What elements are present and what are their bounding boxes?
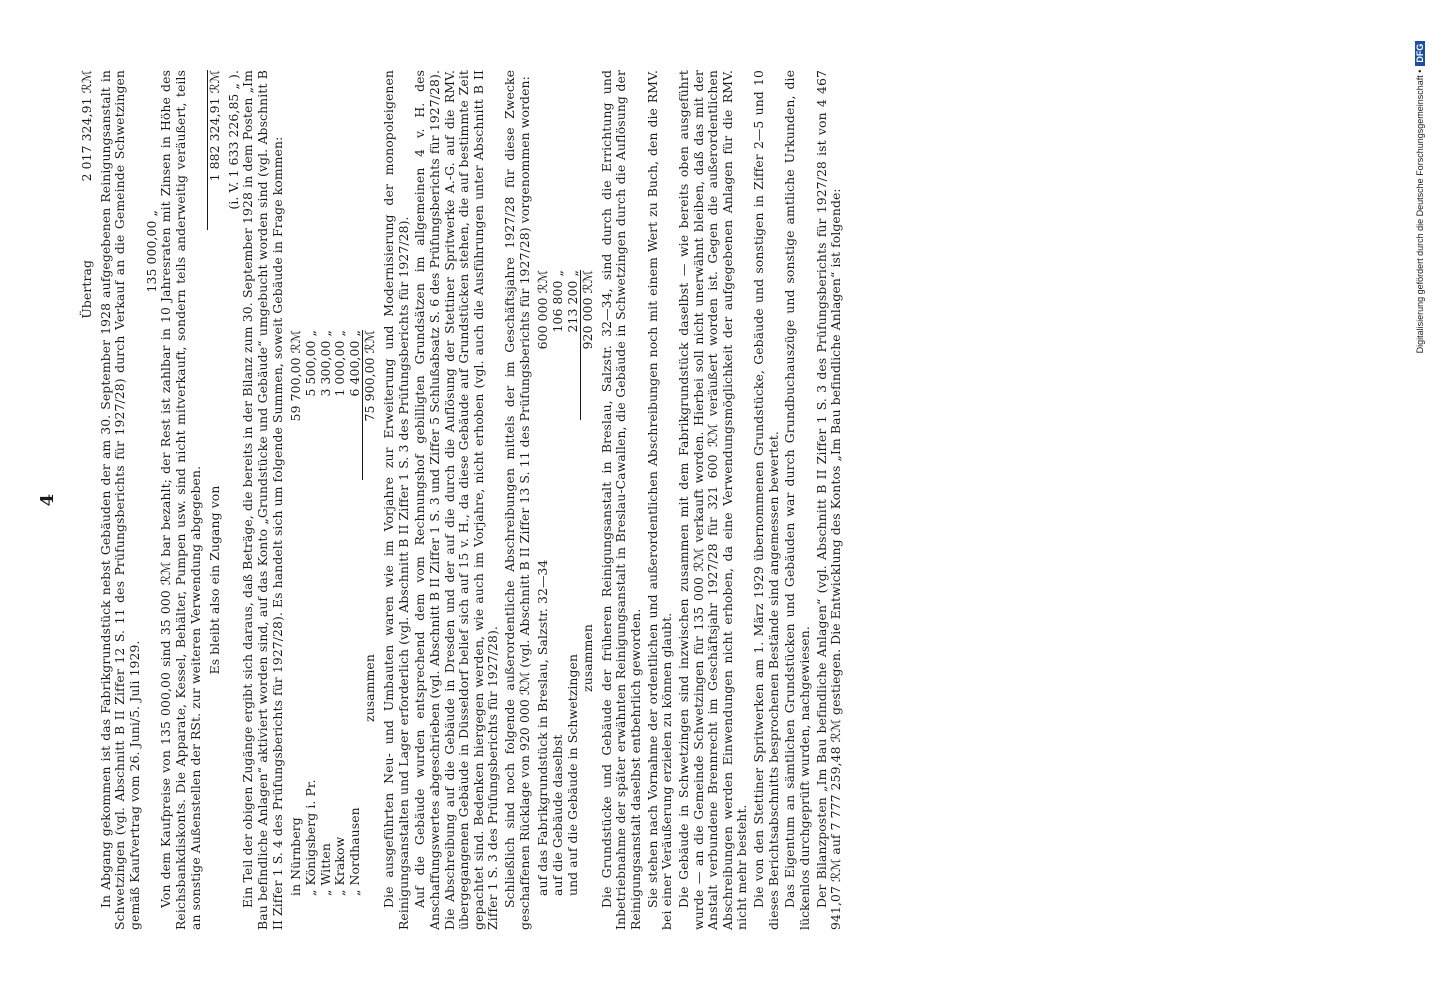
zugang-row <box>207 70 223 930</box>
list-item: auf die Gebäude daselbst 106 800 „ <box>549 270 565 896</box>
uebertrag-row <box>80 70 95 930</box>
list-item: „ Nordhausen 6 400,00 „ <box>346 330 362 896</box>
paragraph-schwetzingen: Die Gebäude in Schwetzingen sind inzwischen zusammen mit dem Fabrikgrundstück daselbst — wie bereits oben ausgeführt wurde — an die Gemeinde Schwetzingen für 135 000 ℛℳ verkauft worden. Hierbei soll nicht unerwähnt bleiben, daß das mit der Anstalt verbundene Brennrecht im Geschäftsjahr 1927/28 für 321 600 ℛℳ veräußert worden ist. Gegen die außerordentlichen Abschreibungen werden Einwendungen nicht erhoben, da eine Verwendungsmöglichkeit der aufgegebenen Anlagen für die RMV. nicht mehr besteht. <box>675 70 750 930</box>
paragraph-abschreibung: Auf die Gebäude wurden entsprechend dem vom Rechnungshof gebilligten Grundsätzen im allgemeinen 4 v. H. des Anschaffungswertes abgeschrieben (vgl. Abschnitt B II Ziffer 1 S. 3 und Ziffer 5 Schlußabsatz S. 6 des Prüfungsberichts für 1927/28). Die Abschreibung auf die Gebäude in Dresden und der auf die durch die Auflösung der Stettiner Spritwerke A.-G. auf die RMV. übergegangenen Gebäude in Düsseldorf belief sich auf 15 v. H., da diese Gebäude auf Grundstücken stehen, die auf bestimmte Zeit gepachtet sind. Bedenken hiergegen werden, wie auch im Vorjahre, nicht erhoben (vgl. auch die Ausführungen unter Abschnitt B II Ziffer 1 S. 3 des Prüfungsberichts für 1927/28). <box>412 70 501 930</box>
paragraph-abgang: In Abgang gekommen ist das Fabrikgrundstück nebst Gebäuden der am 30. September 1928 aufgegebenen Reinigungsanstalt in Schwetzingen (vgl. Abschnitt B II Ziffer 12 S. 11 des Prüfungsberichts für 1927/28) durch Verkauf an die Gemeinde Schwetzingen gemäß Kaufvertrag vom 26. Juni/5. Juli 1929. <box>97 70 143 930</box>
dfg-logo: DFG <box>1415 41 1425 66</box>
places-list <box>289 70 378 930</box>
list-item: auf das Fabrikgrundstück in Breslau, Salzstr. 32—34 600 000 ℛℳ <box>535 270 551 896</box>
list-item: „ Königsberg i. Pr. 5 500,00 „ <box>302 330 318 896</box>
paragraph-kaufpreis: Von dem Kaufpreise von 135 000,00 sind 35 000 ℛℳ bar bezahlt; der Rest ist zahlbar in 10 Jahresraten mit Zinsen in Höhe des Reichsbankdiskonts. Die Apparate, Kessel, Behälter, Pumpen usw. sind nicht mitverkauft, sondern teils anderweitig veräußert, teils an sonstige Außenstellen der RSt. zur weiteren Verwendung abgegeben. <box>158 70 203 930</box>
zugang-amount: 1 882 324,91 ℛℳ <box>207 70 223 230</box>
abgang-amount-row <box>145 70 160 930</box>
writeoffs-total-row: zusammen 920 000 ℛℳ <box>580 270 596 692</box>
zugang-label: Es bleibt also ein Zugang von <box>207 485 223 675</box>
zugang-prev: (i. V. 1 633 226,85 „ ). <box>225 70 241 210</box>
paragraph-buchwert: Sie stehen nach Vornahme der ordentlichen und außerordentlichen Abschreibungen noch mit einem Wert zu Buch, den die RMV. bei einer Veräußerung erzielen zu können glaubt. <box>644 70 675 930</box>
list-item: „ Krakow 1 000,00 „ <box>332 330 348 896</box>
zugang-prev-row <box>227 70 242 930</box>
places-total-row: zusammen 75 900,00 ℛℳ <box>362 330 378 722</box>
page-number: 4 <box>37 493 58 507</box>
paragraph-breslau: Die Grundstücke und Gebäude der früheren Reinigungsanstalt in Breslau, Salzstr. 32—34, sind durch die Errichtung und Inbetriebnahme der später erwähnten Reinigungsanstalt in Breslau-Cawallen, die Gebäude in Schwetzingen durch die Auflösung der Reinigungsanstalt daselbst entbehrlich geworden. <box>598 70 644 930</box>
paragraph-ausserordentlich: Schließlich sind noch folgende außerordentliche Abschreibungen mittels der im Geschäftsjahre 1927/28 für diese Zwecke geschaffenen Rücklage von 920 000 ℛℳ (vgl. Abschnitt B II Ziffer 13 S. 11 des Prüfungsberichts für 1927/28) vorgenommen worden: <box>502 70 532 930</box>
writeoffs-list <box>536 70 596 930</box>
paragraph-eigentum: Das Eigentum an sämtlichen Grundstücken und Gebäuden war durch Grundbuchauszüge und sonstige amtliche Urkunden, die lückenlos durchgeprüft wurden, nachgewiesen. <box>782 70 812 930</box>
uebertrag-label: Übertrag <box>79 260 95 319</box>
paragraph-stettin: Die von den Stettiner Spritwerken am 1. März 1929 übernommenen Grundstücke, Gebäude und sonstigen in Ziffer 2—5 und 10 dieses Berichtsabschnitts besprochenen Bestände sind angemessen bewertet. <box>751 70 781 930</box>
funding-caption <box>1408 8 1432 388</box>
list-item: und auf die Gebäude in Schwetzingen 213 200 „ <box>564 270 580 896</box>
caption-text: Digitalisierung gefördert durch die Deutsche Forschungsgemeinschaft • <box>1415 69 1425 354</box>
paragraph-bilanzposten: Der Bilanzposten „Im Bau befindliche Anlagen“ (vgl. Abschnitt B II Ziffer 1 S. 3 des Prüfungsberichts für 1927/28 ist von 4 467 941,07 ℛℳ auf 7 777 259,48 ℛℳ gestiegen. Die Entwicklung des Kontos „Im Bau befindliche Anlagen“ ist folgende: <box>813 70 844 930</box>
list-item: in Nürnberg 59 700,00 ℛℳ <box>288 330 304 896</box>
paragraph-neubauten: Die ausgeführten Neu- und Umbauten waren wie im Vorjahre zur Erweiterung und Modernisierung der monopoleigenen Reinigungsanstalten und Lager erforderlich (vgl. Abschnitt B II Ziffer 1 S. 3 des Prüfungsberichts für 1927/28). <box>381 70 411 930</box>
abgang-amount: 135 000,00 „ <box>143 210 159 293</box>
paragraph-zugaenge: Ein Teil der obigen Zugänge ergibt sich daraus, daß Beträge, die bereits in der Bilanz zum 30. September 1928 in dem Posten „Im Bau befindliche Anlagen“ aktiviert worden sind, auf das Konto „Grundstücke und Gebäude“ umgebucht worden sind (vgl. Abschnitt B II Ziffer 1 S. 4 des Prüfungsberichts für 1927/28). Es handelt sich um folgende Summen, soweit Gebäude in Frage kommen: <box>240 70 285 930</box>
rotated-document-body <box>37 70 1337 930</box>
uebertrag-amount: 2 017 324,91 ℛℳ <box>79 70 95 182</box>
list-item: „ Witten 3 300,00 „ <box>317 330 333 896</box>
